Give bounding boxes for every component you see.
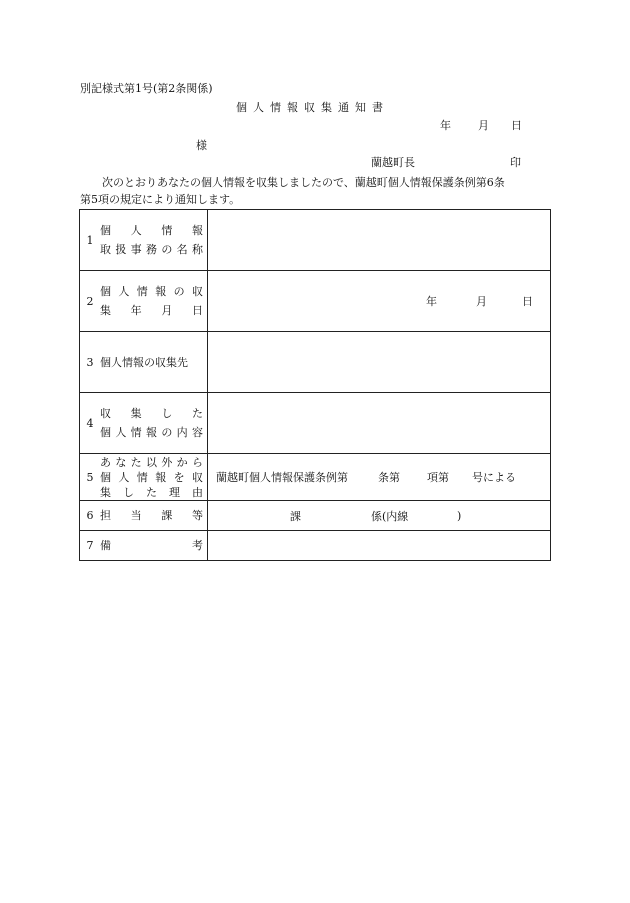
seal-mark: 印 xyxy=(510,156,521,169)
row-value-field[interactable] xyxy=(208,332,551,393)
row-number: 4 xyxy=(80,393,101,454)
date-month-label: 月 xyxy=(478,119,489,132)
row-label xyxy=(100,210,208,271)
row-label-line: 個 人 情 報 xyxy=(100,224,203,237)
table-row xyxy=(80,332,551,393)
row-value-field[interactable] xyxy=(208,454,551,501)
table-row xyxy=(80,271,551,332)
row-number: 2 xyxy=(80,271,101,332)
row-value-field[interactable] xyxy=(208,393,551,454)
row-value-field[interactable] xyxy=(208,210,551,271)
collect-date-year: 年 xyxy=(426,295,437,308)
addressee-suffix: 様 xyxy=(196,139,207,152)
row-label-line: 収 集 し た xyxy=(100,407,203,420)
form-reference: 別記様式第1号(第2条関係) xyxy=(80,82,213,95)
row-label-line: 個人情報の内容 xyxy=(100,426,203,439)
row-label-line: 集した理由 xyxy=(100,485,203,499)
row-label-line: 担 当 課 等 xyxy=(100,509,203,522)
table-row xyxy=(80,501,551,531)
notice-line-1: 次のとおりあなたの個人情報を収集しましたので、蘭越町個人情報保護条例第6条 xyxy=(102,176,505,189)
table-row xyxy=(80,393,551,454)
row-label xyxy=(100,501,208,531)
row-label xyxy=(100,393,208,454)
row-label-line: 個人情報を収 xyxy=(100,470,203,484)
row-label xyxy=(100,531,208,561)
date-day-label: 日 xyxy=(511,119,522,132)
row-label-line: 取扱事務の名称 xyxy=(100,243,203,256)
reason-article-label: 条第 xyxy=(378,471,400,484)
row-label-line: あなた以外から xyxy=(100,455,203,469)
row-label xyxy=(100,454,208,501)
dept-extension-close: ) xyxy=(457,509,462,522)
row-number: 6 xyxy=(80,501,101,531)
row-label-line: 個人情報の収集先 xyxy=(100,355,188,369)
document-title: 個人情報収集通知書 xyxy=(236,101,389,114)
reason-item-suffix: 号による xyxy=(472,471,516,484)
table-row xyxy=(80,454,551,501)
row-value-field[interactable] xyxy=(208,271,551,332)
collect-date-day: 日 xyxy=(522,295,533,308)
row-label-line: 集 年 月 日 xyxy=(100,304,203,317)
date-year-label: 年 xyxy=(440,119,451,132)
collect-date-month: 月 xyxy=(476,295,487,308)
dept-section-label: 課 xyxy=(290,509,301,523)
row-number: 5 xyxy=(80,454,101,501)
row-number: 1 xyxy=(80,210,101,271)
row-label xyxy=(100,332,208,393)
sender-name: 蘭越町長 xyxy=(371,156,415,169)
row-value-field[interactable] xyxy=(208,531,551,561)
table-row xyxy=(80,531,551,561)
reason-article-prefix: 蘭越町個人情報保護条例第 xyxy=(216,471,348,484)
row-label-line: 備 考 xyxy=(100,539,203,552)
notice-line-2: 第5項の規定により通知します。 xyxy=(80,193,241,206)
row-label xyxy=(100,271,208,332)
notice-table xyxy=(79,209,551,561)
dept-extension-label: 係(内線 xyxy=(371,509,409,523)
row-label-line: 個人情報の収 xyxy=(100,285,203,298)
notice-body xyxy=(80,174,550,208)
table-row xyxy=(80,210,551,271)
row-number: 7 xyxy=(80,531,101,561)
row-number: 3 xyxy=(80,332,101,393)
row-value-field[interactable] xyxy=(208,501,551,531)
reason-paragraph-label: 項第 xyxy=(427,471,449,484)
